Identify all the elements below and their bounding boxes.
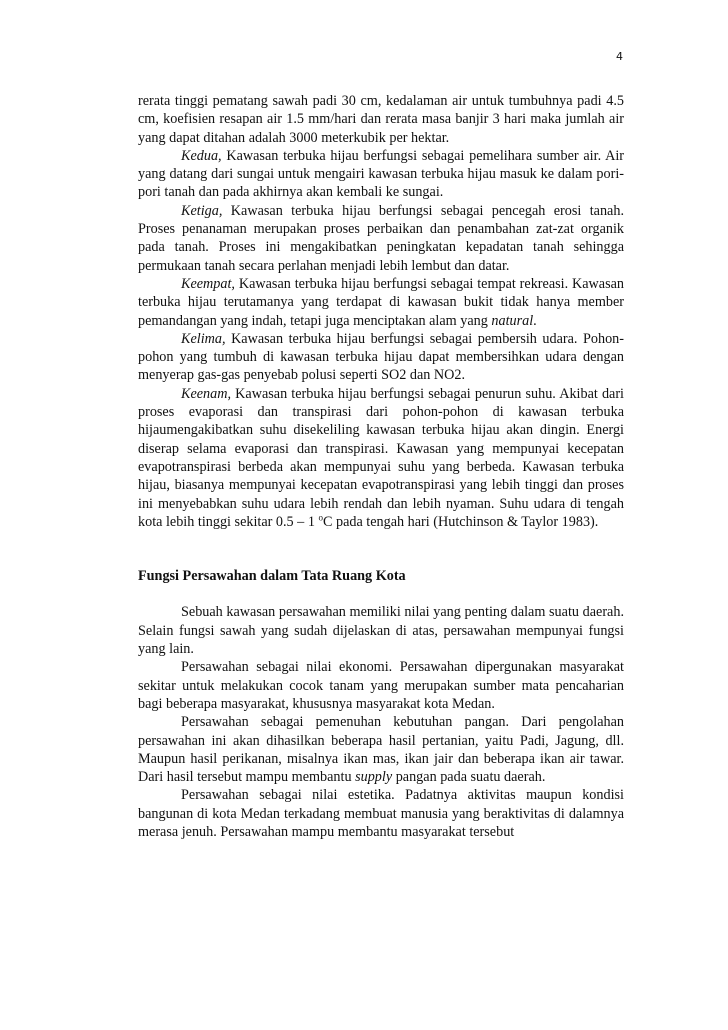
paragraph-continuation: rerata tinggi pematang sawah padi 30 cm, kedalaman air untuk tumbuhnya padi 4.5 cm, koefisien resapan air 1.5 mm/hari dan rerata masa banjir 3 hari maka jumlah air yang dapat ditahan adalah 3000 meterkubik per hektar.: [138, 93, 624, 146]
text-kelima: Kawasan terbuka hijau berfungsi sebagai pembersih udara. Pohon-pohon yang tumbuh di kawasan terbuka hijau dapat membersihkan udara dengan menyerap gas-gas penyebab polusi seperti SO2 dan NO2.: [138, 330, 624, 384]
text-keenam: Kawasan terbuka hijau berfungsi sebagai penurun suhu. Akibat dari proses evaporasi dan transpirasi dari pohon-pohon di kawasan terbuka hijaumengakibatkan suhu disekeliling kawasan terbuka hijau akan dingin. Energi diserap selama evaporasi dan transpirasi. Kawasan yang mempunyai kecepatan evapotranspirasi berbeda akan mempunyai suhu yang berbeda. Kawasan terbuka hijau, biasanya mempunyai kecepatan evapotranspirasi yang lebih tinggi dan proses ini menyebabkan suhu udara lebih rendah dan lebih nyaman. Suhu udara di tengah kota lebih tinggi sekitar 0.5 – 1: [138, 385, 624, 530]
paragraph-kelima: [138, 330, 624, 385]
text-pangan-b: pangan pada suatu daerah.: [392, 769, 546, 786]
word-natural: natural: [491, 312, 534, 329]
word-supply: supply: [355, 769, 393, 786]
paragraph-keenam: [138, 385, 624, 531]
label-kedua: Kedua,: [181, 147, 222, 164]
section-heading: Fungsi Persawahan dalam Tata Ruang Kota: [138, 568, 406, 585]
label-ketiga: Ketiga,: [181, 202, 223, 219]
spacer: [138, 531, 624, 549]
label-kelima: Kelima,: [181, 330, 226, 347]
text-keempat-end: .: [533, 312, 537, 329]
paragraph-ketiga: [138, 202, 624, 275]
page-number: 4: [616, 50, 623, 63]
text-pangan-a: Persawahan sebagai pemenuhan kebutuhan pangan. Dari pengolahan persawahan ini akan dihasilkan beberapa hasil pertanian, yaitu Padi, Jagung, dll. Maupun hasil perikanan, misalnya ikan mas, ikan jair dan beberapa ikan air tawar. Dari hasil tersebut mampu membantu: [138, 714, 624, 786]
paragraph-keempat: [138, 275, 624, 330]
text-kedua: Kawasan terbuka hijau berfungsi sebagai pemelihara sumber air. Air yang datang dari sungai untuk mengairi kawasan terbuka hijau masuk ke dalam pori-pori tanah dan pada akhirnya akan kembali ke sungai.: [138, 147, 624, 201]
text-keenam-end: C pada tengah hari (Hutchinson & Taylor 1983).: [322, 513, 599, 530]
label-keempat: Keempat,: [181, 275, 235, 292]
paragraph-intro: Sebuah kawasan persawahan memiliki nilai yang penting dalam suatu daerah. Selain fungsi sawah yang sudah dijelaskan di atas, persawahan mempunyai fungsi yang lain.: [138, 604, 624, 658]
text-ketiga: Kawasan terbuka hijau berfungsi sebagai pencegah erosi tanah. Proses penanaman merupakan proses perbaikan dan penambahan zat-zat organik pada tanah. Proses ini mengakibatkan peningkatan kepadatan tanah sehingga permukaan tanah secara perlahan menjadi lebih lembut dan datar.: [138, 202, 624, 274]
body-text: [138, 92, 624, 841]
label-keenam: Keenam,: [181, 385, 232, 402]
degree-superscript: o: [318, 512, 323, 523]
paragraph-kedua: [138, 147, 624, 202]
text-keempat: Kawasan terbuka hijau berfungsi sebagai tempat rekreasi. Kawasan terbuka hijau terutamanya yang terdapat di kawasan bukit tidak hanya member pemandangan yang indah, tetapi juga menciptakan alam yang: [138, 275, 624, 329]
paragraph-estetika: Persawahan sebagai nilai estetika. Padatnya aktivitas maupun kondisi bangunan di kota Medan terkadang membuat manusia yang beraktivitas di dalamnya merasa jenuh. Persawahan mampu membantu masyarakat tersebut: [138, 787, 624, 840]
paragraph-ekonomi: Persawahan sebagai nilai ekonomi. Persawahan dipergunakan masyarakat sekitar untuk melakukan cocok tanam yang merupakan sumber mata pencaharian bagi beberapa masyarakat, khususnya masyarakat kota Medan.: [138, 659, 624, 712]
paragraph-pangan: [138, 713, 624, 786]
